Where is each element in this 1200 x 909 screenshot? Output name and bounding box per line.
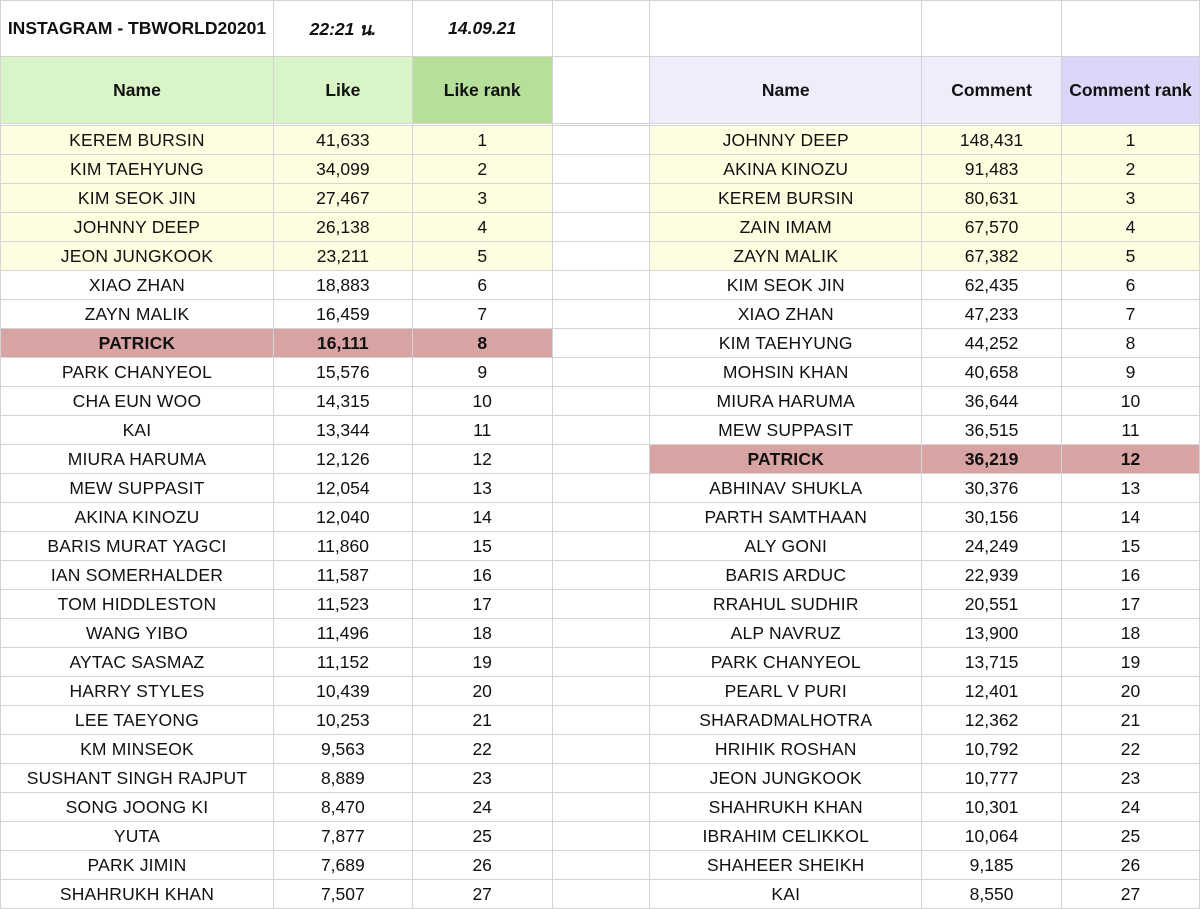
left-like-cell[interactable]: 11,523 xyxy=(273,590,412,619)
right-name-cell[interactable]: SHAHEER SHEIKH xyxy=(650,851,922,880)
left-like-cell[interactable]: 41,633 xyxy=(273,126,412,155)
left-name-cell[interactable]: JOHNNY DEEP xyxy=(1,213,274,242)
separator-cell[interactable] xyxy=(552,126,650,155)
separator-cell[interactable] xyxy=(552,503,650,532)
table-row xyxy=(1,590,1200,619)
left-header-like-rank[interactable]: Like rank xyxy=(412,57,552,124)
header-row xyxy=(1,57,1200,124)
right-header-name[interactable]: Name xyxy=(650,57,922,124)
left-name-cell[interactable]: SHAHRUKH KHAN xyxy=(1,880,274,909)
left-like-cell[interactable]: 8,889 xyxy=(273,764,412,793)
left-like-cell[interactable]: 26,138 xyxy=(273,213,412,242)
right-rank-cell[interactable]: 13 xyxy=(1061,474,1199,503)
separator-cell[interactable] xyxy=(552,851,650,880)
table-row xyxy=(1,851,1200,880)
table-row xyxy=(1,416,1200,445)
separator-cell[interactable] xyxy=(552,735,650,764)
separator-cell[interactable] xyxy=(552,677,650,706)
separator-cell[interactable] xyxy=(552,822,650,851)
left-name-cell[interactable]: AYTAC SASMAZ xyxy=(1,648,274,677)
separator-cell[interactable] xyxy=(552,532,650,561)
table-row xyxy=(1,242,1200,271)
separator-cell[interactable] xyxy=(552,706,650,735)
right-header-comment[interactable]: Comment xyxy=(922,57,1062,124)
left-rank-cell[interactable]: 25 xyxy=(412,822,552,851)
separator-cell[interactable] xyxy=(552,648,650,677)
right-rank-cell[interactable]: 1 xyxy=(1061,126,1199,155)
separator-cell[interactable] xyxy=(552,271,650,300)
left-like-cell[interactable]: 16,111 xyxy=(273,329,412,358)
left-rank-cell[interactable]: 2 xyxy=(412,155,552,184)
right-comment-cell[interactable]: 91,483 xyxy=(922,155,1062,184)
table-row xyxy=(1,213,1200,242)
left-name-cell[interactable]: MEW SUPPASIT xyxy=(1,474,274,503)
left-rank-cell[interactable]: 15 xyxy=(412,532,552,561)
separator-cell[interactable] xyxy=(552,561,650,590)
right-name-cell[interactable]: HRIHIK ROSHAN xyxy=(650,735,922,764)
right-rank-cell[interactable]: 23 xyxy=(1061,764,1199,793)
right-comment-cell[interactable]: 30,156 xyxy=(922,503,1062,532)
right-comment-cell[interactable]: 36,219 xyxy=(922,445,1062,474)
left-header-name[interactable]: Name xyxy=(1,57,274,124)
separator-cell[interactable] xyxy=(552,155,650,184)
right-comment-cell[interactable]: 13,900 xyxy=(922,619,1062,648)
right-name-cell[interactable]: KIM SEOK JIN xyxy=(650,271,922,300)
right-rank-cell[interactable]: 11 xyxy=(1061,416,1199,445)
left-like-cell[interactable]: 8,470 xyxy=(273,793,412,822)
left-rank-cell[interactable]: 17 xyxy=(412,590,552,619)
table-row xyxy=(1,532,1200,561)
left-name-cell[interactable]: WANG YIBO xyxy=(1,619,274,648)
left-name-cell[interactable]: SUSHANT SINGH RAJPUT xyxy=(1,764,274,793)
right-rank-cell[interactable]: 24 xyxy=(1061,793,1199,822)
left-rank-cell[interactable]: 3 xyxy=(412,184,552,213)
date-cell[interactable]: 14.09.21 xyxy=(412,1,552,57)
separator-cell[interactable] xyxy=(552,445,650,474)
table-row xyxy=(1,764,1200,793)
sheet-title[interactable]: INSTAGRAM - TBWORLD20201 xyxy=(1,1,274,57)
right-rank-cell[interactable]: 27 xyxy=(1061,880,1199,909)
right-comment-cell[interactable]: 10,792 xyxy=(922,735,1062,764)
separator-cell[interactable] xyxy=(552,329,650,358)
right-rank-cell[interactable]: 3 xyxy=(1061,184,1199,213)
right-name-cell[interactable]: KAI xyxy=(650,880,922,909)
left-name-cell[interactable]: TOM HIDDLESTON xyxy=(1,590,274,619)
left-rank-cell[interactable]: 18 xyxy=(412,619,552,648)
left-name-cell[interactable]: ZAYN MALIK xyxy=(1,300,274,329)
right-name-cell[interactable]: ABHINAV SHUKLA xyxy=(650,474,922,503)
left-name-cell[interactable]: CHA EUN WOO xyxy=(1,387,274,416)
right-comment-cell[interactable]: 10,777 xyxy=(922,764,1062,793)
empty-cell[interactable] xyxy=(650,1,922,57)
left-like-cell[interactable]: 23,211 xyxy=(273,242,412,271)
table-row xyxy=(1,300,1200,329)
left-like-cell[interactable]: 7,507 xyxy=(273,880,412,909)
right-rank-cell[interactable]: 25 xyxy=(1061,822,1199,851)
left-like-cell[interactable]: 10,439 xyxy=(273,677,412,706)
left-name-cell[interactable]: PARK CHANYEOL xyxy=(1,358,274,387)
right-rank-cell[interactable]: 2 xyxy=(1061,155,1199,184)
separator-cell[interactable] xyxy=(552,793,650,822)
left-rank-cell[interactable]: 26 xyxy=(412,851,552,880)
right-rank-cell[interactable]: 18 xyxy=(1061,619,1199,648)
right-comment-cell[interactable]: 10,064 xyxy=(922,822,1062,851)
right-comment-cell[interactable]: 13,715 xyxy=(922,648,1062,677)
right-name-cell[interactable]: MOHSIN KHAN xyxy=(650,358,922,387)
right-name-cell[interactable]: ZAYN MALIK xyxy=(650,242,922,271)
right-comment-cell[interactable]: 36,644 xyxy=(922,387,1062,416)
right-rank-cell[interactable]: 22 xyxy=(1061,735,1199,764)
right-name-cell[interactable]: MEW SUPPASIT xyxy=(650,416,922,445)
table-row xyxy=(1,706,1200,735)
right-name-cell[interactable]: ALY GONI xyxy=(650,532,922,561)
right-rank-cell[interactable]: 7 xyxy=(1061,300,1199,329)
empty-cell[interactable] xyxy=(552,1,650,57)
right-comment-cell[interactable]: 20,551 xyxy=(922,590,1062,619)
left-like-cell[interactable]: 7,689 xyxy=(273,851,412,880)
title-row xyxy=(1,1,1200,57)
right-name-cell[interactable]: JEON JUNGKOOK xyxy=(650,764,922,793)
left-like-cell[interactable]: 13,344 xyxy=(273,416,412,445)
separator-cell[interactable] xyxy=(552,387,650,416)
table-row xyxy=(1,474,1200,503)
left-rank-cell[interactable]: 10 xyxy=(412,387,552,416)
left-like-cell[interactable]: 12,126 xyxy=(273,445,412,474)
left-name-cell[interactable]: KM MINSEOK xyxy=(1,735,274,764)
right-comment-cell[interactable]: 148,431 xyxy=(922,126,1062,155)
right-comment-cell[interactable]: 8,550 xyxy=(922,880,1062,909)
empty-cell[interactable] xyxy=(1061,1,1199,57)
right-comment-cell[interactable]: 36,515 xyxy=(922,416,1062,445)
left-like-cell[interactable]: 11,496 xyxy=(273,619,412,648)
left-rank-cell[interactable]: 8 xyxy=(412,329,552,358)
table-row xyxy=(1,271,1200,300)
left-like-cell[interactable]: 10,253 xyxy=(273,706,412,735)
right-name-cell[interactable]: XIAO ZHAN xyxy=(650,300,922,329)
right-comment-cell[interactable]: 10,301 xyxy=(922,793,1062,822)
table-row xyxy=(1,126,1200,155)
left-like-cell[interactable]: 7,877 xyxy=(273,822,412,851)
separator-cell[interactable] xyxy=(552,619,650,648)
separator-cell[interactable] xyxy=(552,57,650,124)
right-name-cell[interactable]: AKINA KINOZU xyxy=(650,155,922,184)
right-name-cell[interactable]: RRAHUL SUDHIR xyxy=(650,590,922,619)
left-rank-cell[interactable]: 22 xyxy=(412,735,552,764)
left-rank-cell[interactable]: 12 xyxy=(412,445,552,474)
right-rank-cell[interactable]: 20 xyxy=(1061,677,1199,706)
table-row xyxy=(1,155,1200,184)
right-name-cell[interactable]: PARTH SAMTHAAN xyxy=(650,503,922,532)
separator-cell[interactable] xyxy=(552,242,650,271)
table-row xyxy=(1,184,1200,213)
left-rank-cell[interactable]: 16 xyxy=(412,561,552,590)
left-name-cell[interactable]: MIURA HARUMA xyxy=(1,445,274,474)
right-name-cell[interactable]: PATRICK xyxy=(650,445,922,474)
left-like-cell[interactable]: 11,152 xyxy=(273,648,412,677)
table-row xyxy=(1,619,1200,648)
left-name-cell[interactable]: YUTA xyxy=(1,822,274,851)
left-rank-cell[interactable]: 19 xyxy=(412,648,552,677)
left-name-cell[interactable]: KIM SEOK JIN xyxy=(1,184,274,213)
left-like-cell[interactable]: 16,459 xyxy=(273,300,412,329)
right-rank-cell[interactable]: 9 xyxy=(1061,358,1199,387)
right-comment-cell[interactable]: 9,185 xyxy=(922,851,1062,880)
left-header-like[interactable]: Like xyxy=(273,57,412,124)
left-name-cell[interactable]: LEE TAEYONG xyxy=(1,706,274,735)
left-rank-cell[interactable]: 14 xyxy=(412,503,552,532)
table-row xyxy=(1,561,1200,590)
table-row xyxy=(1,880,1200,909)
left-name-cell[interactable]: JEON JUNGKOOK xyxy=(1,242,274,271)
left-name-cell[interactable]: KIM TAEHYUNG xyxy=(1,155,274,184)
right-comment-cell[interactable]: 80,631 xyxy=(922,184,1062,213)
table-row xyxy=(1,387,1200,416)
right-name-cell[interactable]: PEARL V PURI xyxy=(650,677,922,706)
table-row xyxy=(1,735,1200,764)
right-rank-cell[interactable]: 19 xyxy=(1061,648,1199,677)
right-name-cell[interactable]: MIURA HARUMA xyxy=(650,387,922,416)
left-rank-cell[interactable]: 5 xyxy=(412,242,552,271)
left-name-cell[interactable]: PARK JIMIN xyxy=(1,851,274,880)
left-rank-cell[interactable]: 1 xyxy=(412,126,552,155)
separator-cell[interactable] xyxy=(552,213,650,242)
table-row xyxy=(1,503,1200,532)
separator-cell[interactable] xyxy=(552,358,650,387)
right-rank-cell[interactable]: 15 xyxy=(1061,532,1199,561)
left-name-cell[interactable]: XIAO ZHAN xyxy=(1,271,274,300)
left-like-cell[interactable]: 11,860 xyxy=(273,532,412,561)
left-name-cell[interactable]: PATRICK xyxy=(1,329,274,358)
separator-cell[interactable] xyxy=(552,764,650,793)
table-row xyxy=(1,677,1200,706)
right-rank-cell[interactable]: 8 xyxy=(1061,329,1199,358)
left-rank-cell[interactable]: 7 xyxy=(412,300,552,329)
right-comment-cell[interactable]: 30,376 xyxy=(922,474,1062,503)
table-row xyxy=(1,793,1200,822)
right-comment-cell[interactable]: 62,435 xyxy=(922,271,1062,300)
left-name-cell[interactable]: KAI xyxy=(1,416,274,445)
left-like-cell[interactable]: 27,467 xyxy=(273,184,412,213)
table-row xyxy=(1,648,1200,677)
left-like-cell[interactable]: 15,576 xyxy=(273,358,412,387)
left-rank-cell[interactable]: 21 xyxy=(412,706,552,735)
left-name-cell[interactable]: HARRY STYLES xyxy=(1,677,274,706)
left-name-cell[interactable]: SONG JOONG KI xyxy=(1,793,274,822)
left-name-cell[interactable]: IAN SOMERHALDER xyxy=(1,561,274,590)
left-rank-cell[interactable]: 24 xyxy=(412,793,552,822)
right-rank-cell[interactable]: 14 xyxy=(1061,503,1199,532)
right-name-cell[interactable]: ALP NAVRUZ xyxy=(650,619,922,648)
left-rank-cell[interactable]: 9 xyxy=(412,358,552,387)
left-like-cell[interactable]: 12,054 xyxy=(273,474,412,503)
right-header-comment-rank[interactable]: Comment rank xyxy=(1061,57,1199,124)
separator-cell[interactable] xyxy=(552,474,650,503)
separator-cell[interactable] xyxy=(552,880,650,909)
left-like-cell[interactable]: 12,040 xyxy=(273,503,412,532)
right-comment-cell[interactable]: 44,252 xyxy=(922,329,1062,358)
separator-cell[interactable] xyxy=(552,184,650,213)
right-name-cell[interactable]: PARK CHANYEOL xyxy=(650,648,922,677)
right-name-cell[interactable]: SHARADMALHOTRA xyxy=(650,706,922,735)
separator-cell[interactable] xyxy=(552,416,650,445)
table-row xyxy=(1,822,1200,851)
right-rank-cell[interactable]: 4 xyxy=(1061,213,1199,242)
right-name-cell[interactable]: KEREM BURSIN xyxy=(650,184,922,213)
left-rank-cell[interactable]: 11 xyxy=(412,416,552,445)
left-like-cell[interactable]: 14,315 xyxy=(273,387,412,416)
left-like-cell[interactable]: 9,563 xyxy=(273,735,412,764)
left-name-cell[interactable]: BARIS MURAT YAGCI xyxy=(1,532,274,561)
separator-cell[interactable] xyxy=(552,590,650,619)
right-rank-cell[interactable]: 16 xyxy=(1061,561,1199,590)
table-row xyxy=(1,445,1200,474)
right-rank-cell[interactable]: 10 xyxy=(1061,387,1199,416)
table-row xyxy=(1,329,1200,358)
left-name-cell[interactable]: KEREM BURSIN xyxy=(1,126,274,155)
right-rank-cell[interactable]: 21 xyxy=(1061,706,1199,735)
left-like-cell[interactable]: 11,587 xyxy=(273,561,412,590)
right-comment-cell[interactable]: 12,401 xyxy=(922,677,1062,706)
right-comment-cell[interactable]: 67,382 xyxy=(922,242,1062,271)
left-rank-cell[interactable]: 23 xyxy=(412,764,552,793)
left-rank-cell[interactable]: 13 xyxy=(412,474,552,503)
right-comment-cell[interactable]: 67,570 xyxy=(922,213,1062,242)
left-rank-cell[interactable]: 4 xyxy=(412,213,552,242)
left-name-cell[interactable]: AKINA KINOZU xyxy=(1,503,274,532)
right-comment-cell[interactable]: 12,362 xyxy=(922,706,1062,735)
right-rank-cell[interactable]: 26 xyxy=(1061,851,1199,880)
right-name-cell[interactable]: ZAIN IMAM xyxy=(650,213,922,242)
left-rank-cell[interactable]: 20 xyxy=(412,677,552,706)
right-rank-cell[interactable]: 12 xyxy=(1061,445,1199,474)
right-comment-cell[interactable]: 22,939 xyxy=(922,561,1062,590)
left-like-cell[interactable]: 34,099 xyxy=(273,155,412,184)
right-comment-cell[interactable]: 40,658 xyxy=(922,358,1062,387)
right-rank-cell[interactable]: 17 xyxy=(1061,590,1199,619)
table-row xyxy=(1,358,1200,387)
right-rank-cell[interactable]: 6 xyxy=(1061,271,1199,300)
empty-cell[interactable] xyxy=(922,1,1062,57)
right-rank-cell[interactable]: 5 xyxy=(1061,242,1199,271)
right-name-cell[interactable]: JOHNNY DEEP xyxy=(650,126,922,155)
left-rank-cell[interactable]: 6 xyxy=(412,271,552,300)
left-rank-cell[interactable]: 27 xyxy=(412,880,552,909)
time-cell[interactable]: 22:21 น. xyxy=(273,1,412,57)
right-name-cell[interactable]: SHAHRUKH KHAN xyxy=(650,793,922,822)
right-comment-cell[interactable]: 47,233 xyxy=(922,300,1062,329)
left-like-cell[interactable]: 18,883 xyxy=(273,271,412,300)
separator-cell[interactable] xyxy=(552,300,650,329)
right-name-cell[interactable]: BARIS ARDUC xyxy=(650,561,922,590)
right-name-cell[interactable]: KIM TAEHYUNG xyxy=(650,329,922,358)
right-name-cell[interactable]: IBRAHIM CELIKKOL xyxy=(650,822,922,851)
right-comment-cell[interactable]: 24,249 xyxy=(922,532,1062,561)
